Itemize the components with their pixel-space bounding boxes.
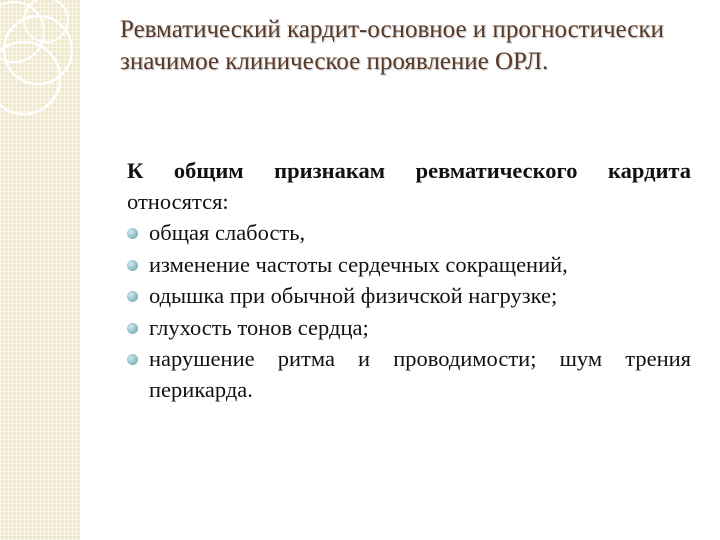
bullet-dot-icon [127, 291, 138, 302]
bullet-dot-icon [127, 323, 138, 334]
decor-circle [0, 2, 44, 62]
slide-title: Ревматический кардит-основное и прогностически значимое клиническое проявление ОРЛ. [120, 16, 664, 75]
list-item [127, 344, 691, 405]
list-item-text: глухость тонов сердца; [149, 314, 369, 340]
slide-body [127, 156, 691, 406]
symptom-list [127, 218, 691, 405]
decor-circle [0, 42, 60, 114]
list-item [127, 250, 691, 281]
bullet-dot-icon [127, 228, 138, 239]
list-item-text: общая слабость, [149, 220, 306, 245]
list-item [127, 281, 691, 312]
list-item [127, 218, 691, 249]
list-item-text: одышка при обычной физичской нагрузке; [149, 283, 558, 308]
list-item-text: изменение частоты сердечных сокращений, [149, 251, 568, 277]
intro-paragraph [127, 156, 691, 217]
list-item [127, 313, 691, 344]
list-item-text: нарушение ритма и проводимости; шум трения перикарда. [149, 346, 691, 402]
intro-rest: относятся: [127, 188, 229, 214]
decorative-circles [0, 0, 120, 200]
bullet-dot-icon [127, 354, 138, 365]
intro-bold: К общим признакам ревматического кардита [127, 158, 691, 183]
bullet-dot-icon [127, 260, 138, 271]
